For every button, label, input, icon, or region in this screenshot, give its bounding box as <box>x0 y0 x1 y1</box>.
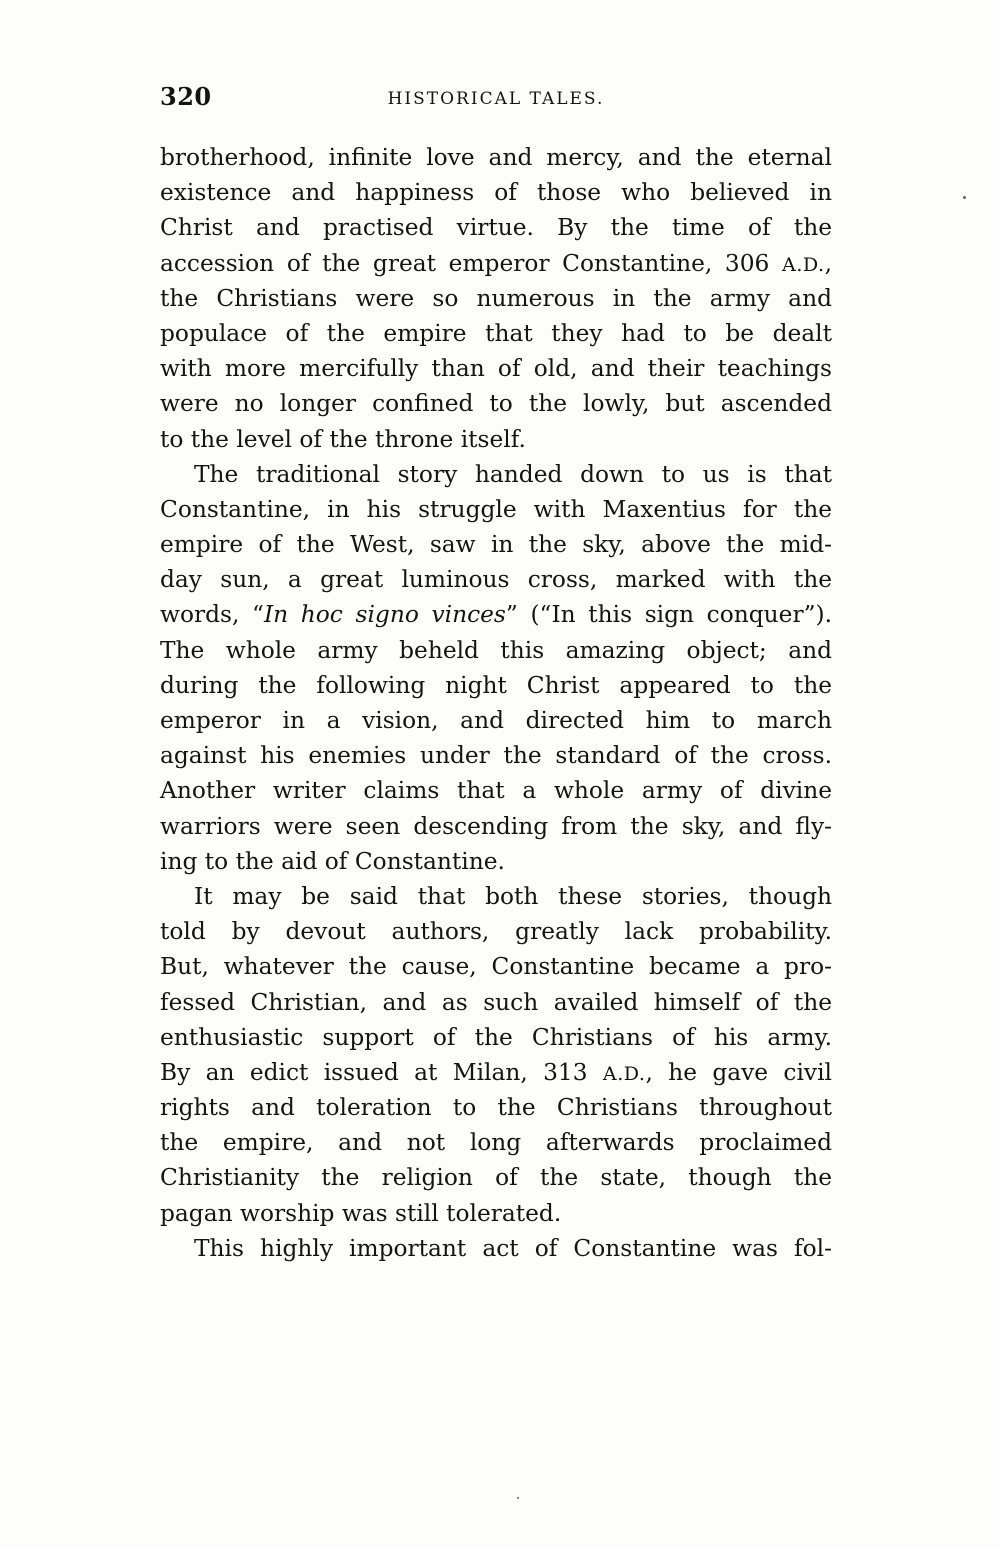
text-line: empire of the West, saw in the sky, above the mid- <box>160 531 832 559</box>
text-line: Christ and practised virtue. By the time of the <box>160 214 832 242</box>
text-line: This highly important act of Constantine was fol- <box>194 1234 832 1262</box>
running-title: HISTORICAL TALES. <box>387 89 605 109</box>
text-line: It may be said that both these stories, though <box>194 882 832 910</box>
page-number: 320 <box>160 82 212 111</box>
paper-speck <box>517 1497 519 1499</box>
text-line: existence and happiness of those who believed in <box>160 179 832 207</box>
text-line: Christianity the religion of the state, though the <box>160 1164 832 1192</box>
text-segment: , he gave civil <box>645 1058 832 1086</box>
text-line: brotherhood, infinite love and mercy, and the eternal <box>160 144 832 171</box>
text-line: the Christians were so numerous in the army and <box>160 284 832 312</box>
text-line: Another writer claims that a whole army of divine <box>160 777 832 805</box>
text-line: The traditional story handed down to us is that <box>194 460 832 488</box>
text-line: to the level of the throne itself. <box>160 425 526 453</box>
era-abbreviation: A.D. <box>782 252 825 276</box>
text-segment: words, “ <box>160 601 264 629</box>
text-segment: ” (“In this sign conquer”). <box>505 601 832 629</box>
text-line <box>160 597 832 632</box>
text-line <box>160 1055 832 1090</box>
text-line: during the following night Christ appeared to the <box>160 671 832 699</box>
text-segment: By an edict issued at Milan, 313 <box>160 1058 603 1086</box>
text-line: day sun, a great luminous cross, marked with the <box>160 566 832 594</box>
text-line: fessed Christian, and as such availed himself of the <box>160 988 832 1016</box>
era-abbreviation: A.D. <box>602 1061 646 1085</box>
text-line: populace of the empire that they had to be dealt <box>160 319 832 347</box>
text-line: told by devout authors, greatly lack probability. <box>160 918 832 946</box>
text-line: against his enemies under the standard of the cross. <box>160 742 832 770</box>
text-line: Constantine, in his struggle with Maxentius for the <box>160 495 832 523</box>
text-line: emperor in a vision, and directed him to march <box>160 707 832 734</box>
page-header <box>160 82 832 122</box>
text-line: pagan worship was still tolerated. <box>160 1199 562 1227</box>
text-segment: accession of the great emperor Constantine, 306 <box>160 249 783 277</box>
text-segment: , <box>824 249 832 277</box>
text-line: were no longer confined to the lowly, but ascended <box>160 390 832 418</box>
text-line: warriors were seen descending from the sky, and fly- <box>160 812 832 840</box>
text-line <box>160 246 832 281</box>
text-line: ing to the aid of Constantine. <box>160 847 505 875</box>
body-text <box>160 140 832 1266</box>
text-line: enthusiastic support of the Christians of his army. <box>160 1023 832 1051</box>
text-line: the empire, and not long afterwards proclaimed <box>160 1129 832 1157</box>
text-line: The whole army beheld this amazing object; and <box>160 636 832 664</box>
text-line: But, whatever the cause, Constantine became a pro- <box>160 953 832 981</box>
paper-speck <box>963 196 966 199</box>
latin-phrase: In hoc signo vinces <box>263 601 506 629</box>
text-line: rights and toleration to the Christians throughout <box>160 1094 832 1122</box>
text-line: with more mercifully than of old, and their teachings <box>160 355 832 383</box>
